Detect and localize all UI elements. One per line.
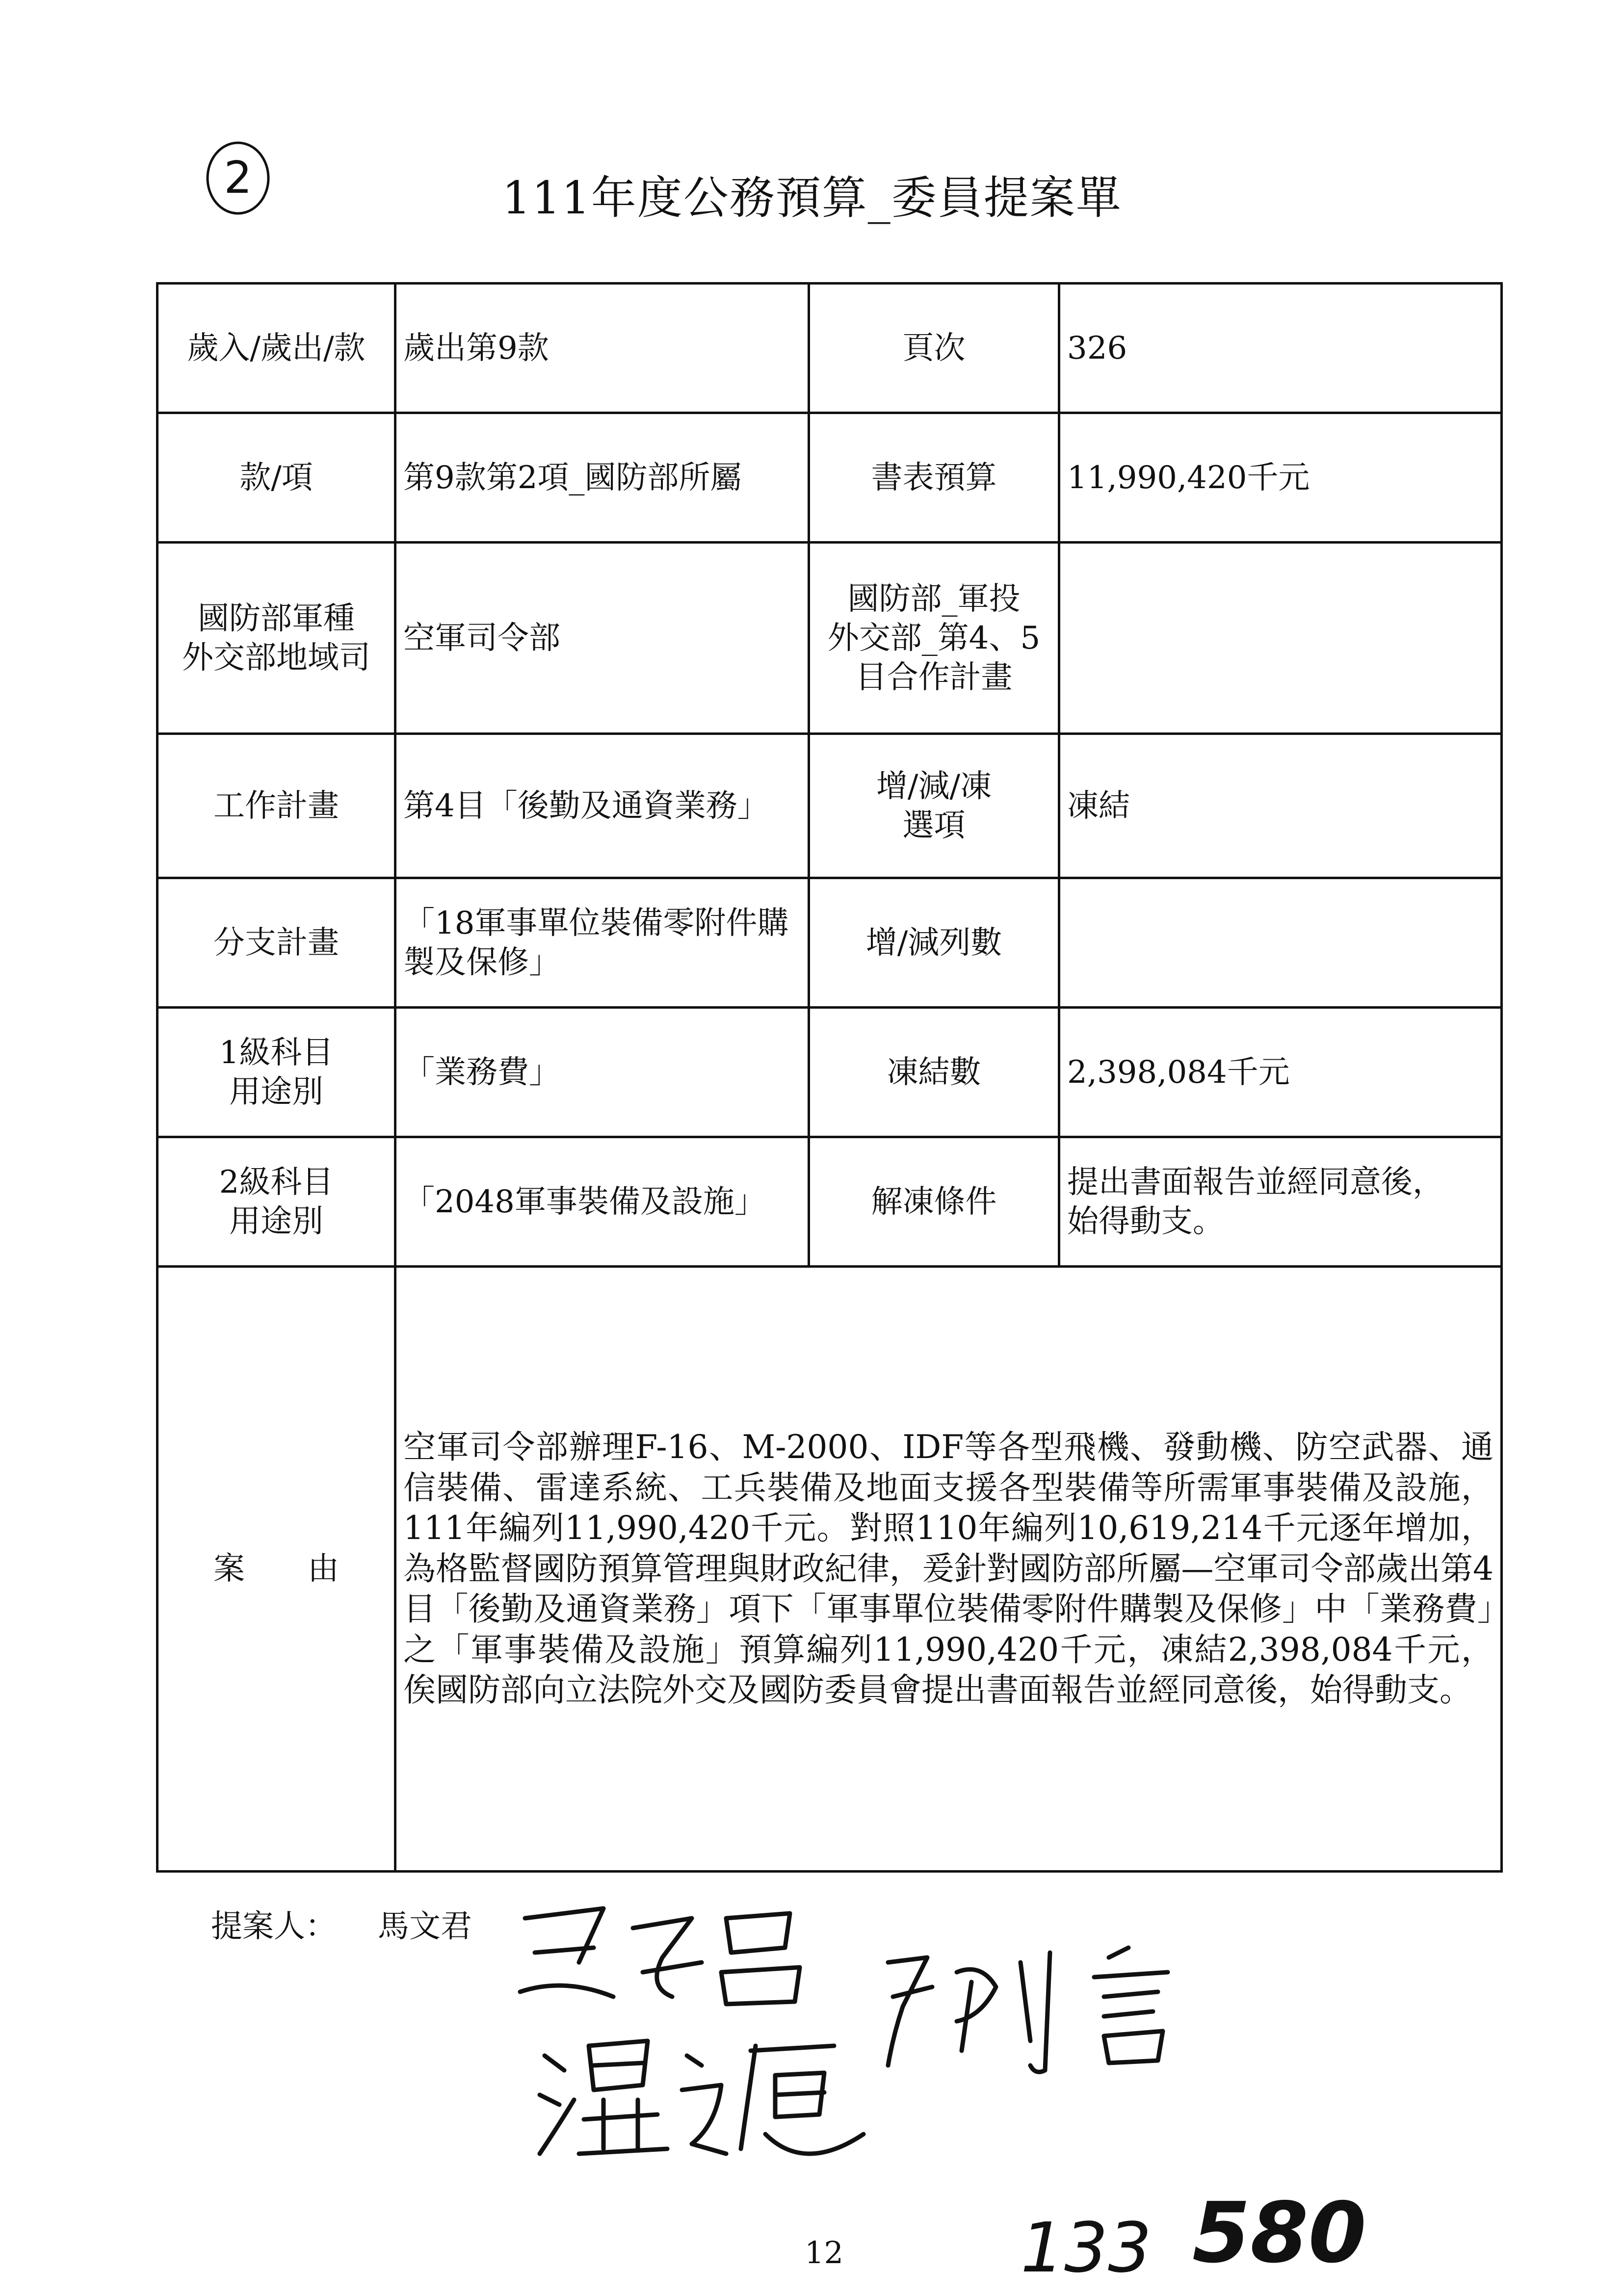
handwritten-number-1-text: 133: [1021, 2208, 1152, 2288]
label-unfreeze-condition: 解凍條件: [809, 1137, 1059, 1267]
label-budget-type: 歲入/歲出/款: [157, 284, 395, 413]
table-row: [157, 734, 1502, 878]
value-level2-subject: 「2048軍事裝備及設施」: [395, 1137, 809, 1267]
proposer-label: 提案人：: [211, 1908, 337, 1945]
label-book-budget: 書表預算: [809, 413, 1059, 543]
label-page: 頁次: [809, 284, 1059, 413]
value-adjust-option: 凍結: [1059, 734, 1502, 878]
label-work-plan: 工作計畫: [157, 734, 395, 878]
label-section-item: 款/項: [157, 413, 395, 543]
handwritten-number-2-text: 580: [1192, 2185, 1366, 2282]
label-military-investment: 國防部_軍投 外交部_第4、5 目合作計畫: [809, 543, 1059, 734]
signature-2: [873, 1943, 1212, 2080]
value-military-investment: [1059, 543, 1502, 734]
value-work-plan: 第4目「後勤及通資業務」: [395, 734, 809, 878]
label-level2-subject: 2級科目 用途別: [157, 1137, 395, 1267]
circled-number-text: 2: [224, 152, 252, 204]
table-row: [157, 878, 1502, 1008]
table-row: [157, 1008, 1502, 1137]
table-row: [157, 543, 1502, 734]
value-level1-subject: 「業務費」: [395, 1008, 809, 1137]
table-row: [157, 284, 1502, 413]
proposer-name: 馬文君: [378, 1908, 472, 1945]
proposal-table: [156, 282, 1503, 1873]
table-row: [157, 1267, 1502, 1872]
value-page: 326: [1059, 284, 1502, 413]
label-level1-subject: 1級科目 用途別: [157, 1008, 395, 1137]
label-branch-plan: 分支計畫: [157, 878, 395, 1008]
value-branch-plan: 「18軍事單位裝備零附件購 製及保修」: [395, 878, 809, 1008]
signature-1: [505, 1899, 819, 2011]
value-budget-type: 歲出第9款: [395, 284, 809, 413]
signature-3: [530, 2026, 873, 2168]
value-unfreeze-condition: 提出書面報告並經同意後， 始得動支。: [1059, 1137, 1502, 1267]
label-reason: 案 由: [157, 1267, 395, 1872]
value-freeze-amount: 2,398,084千元: [1059, 1008, 1502, 1137]
value-adjust-amount: [1059, 878, 1502, 1008]
value-section-item: 第9款第2項_國防部所屬: [395, 413, 809, 543]
document-title: 111年度公務預算_委員提案單: [502, 172, 1122, 224]
value-service-branch: 空軍司令部: [395, 543, 809, 734]
value-reason: 空軍司令部辦理F-16、M-2000、IDF等各型飛機、發動機、防空武器、通信裝備、雷達系統、工兵裝備及地面支援各型裝備等所需軍事裝備及設施，111年編列11,990,420千元。對照110年編列10,619,214千元逐年增加，為格監督國防預算管理與財政紀律，爰針對國防部所屬—空軍司令部歲出第4目「後勤及通資業務」項下「軍事單位裝備零附件購製及保修」中「業務費」之「軍事裝備及設施」預算編列11,990,420千元，凍結2,398,084千元，俟國防部向立法院外交及國防委員會提出書面報告並經同意後，始得動支。: [395, 1267, 1502, 1872]
table-row: [157, 1137, 1502, 1267]
value-book-budget: 11,990,420千元: [1059, 413, 1502, 543]
label-service-branch: 國防部軍種 外交部地域司: [157, 543, 395, 734]
label-adjust-amount: 增/減列數: [809, 878, 1059, 1008]
label-freeze-amount: 凍結數: [809, 1008, 1059, 1137]
table-row: [157, 413, 1502, 543]
label-adjust-option: 增/減/凍 選項: [809, 734, 1059, 878]
handwritten-number-1: [1016, 2203, 1152, 2288]
handwritten-number-2: [1187, 2183, 1366, 2282]
footer-page-number: 12: [805, 2235, 843, 2270]
